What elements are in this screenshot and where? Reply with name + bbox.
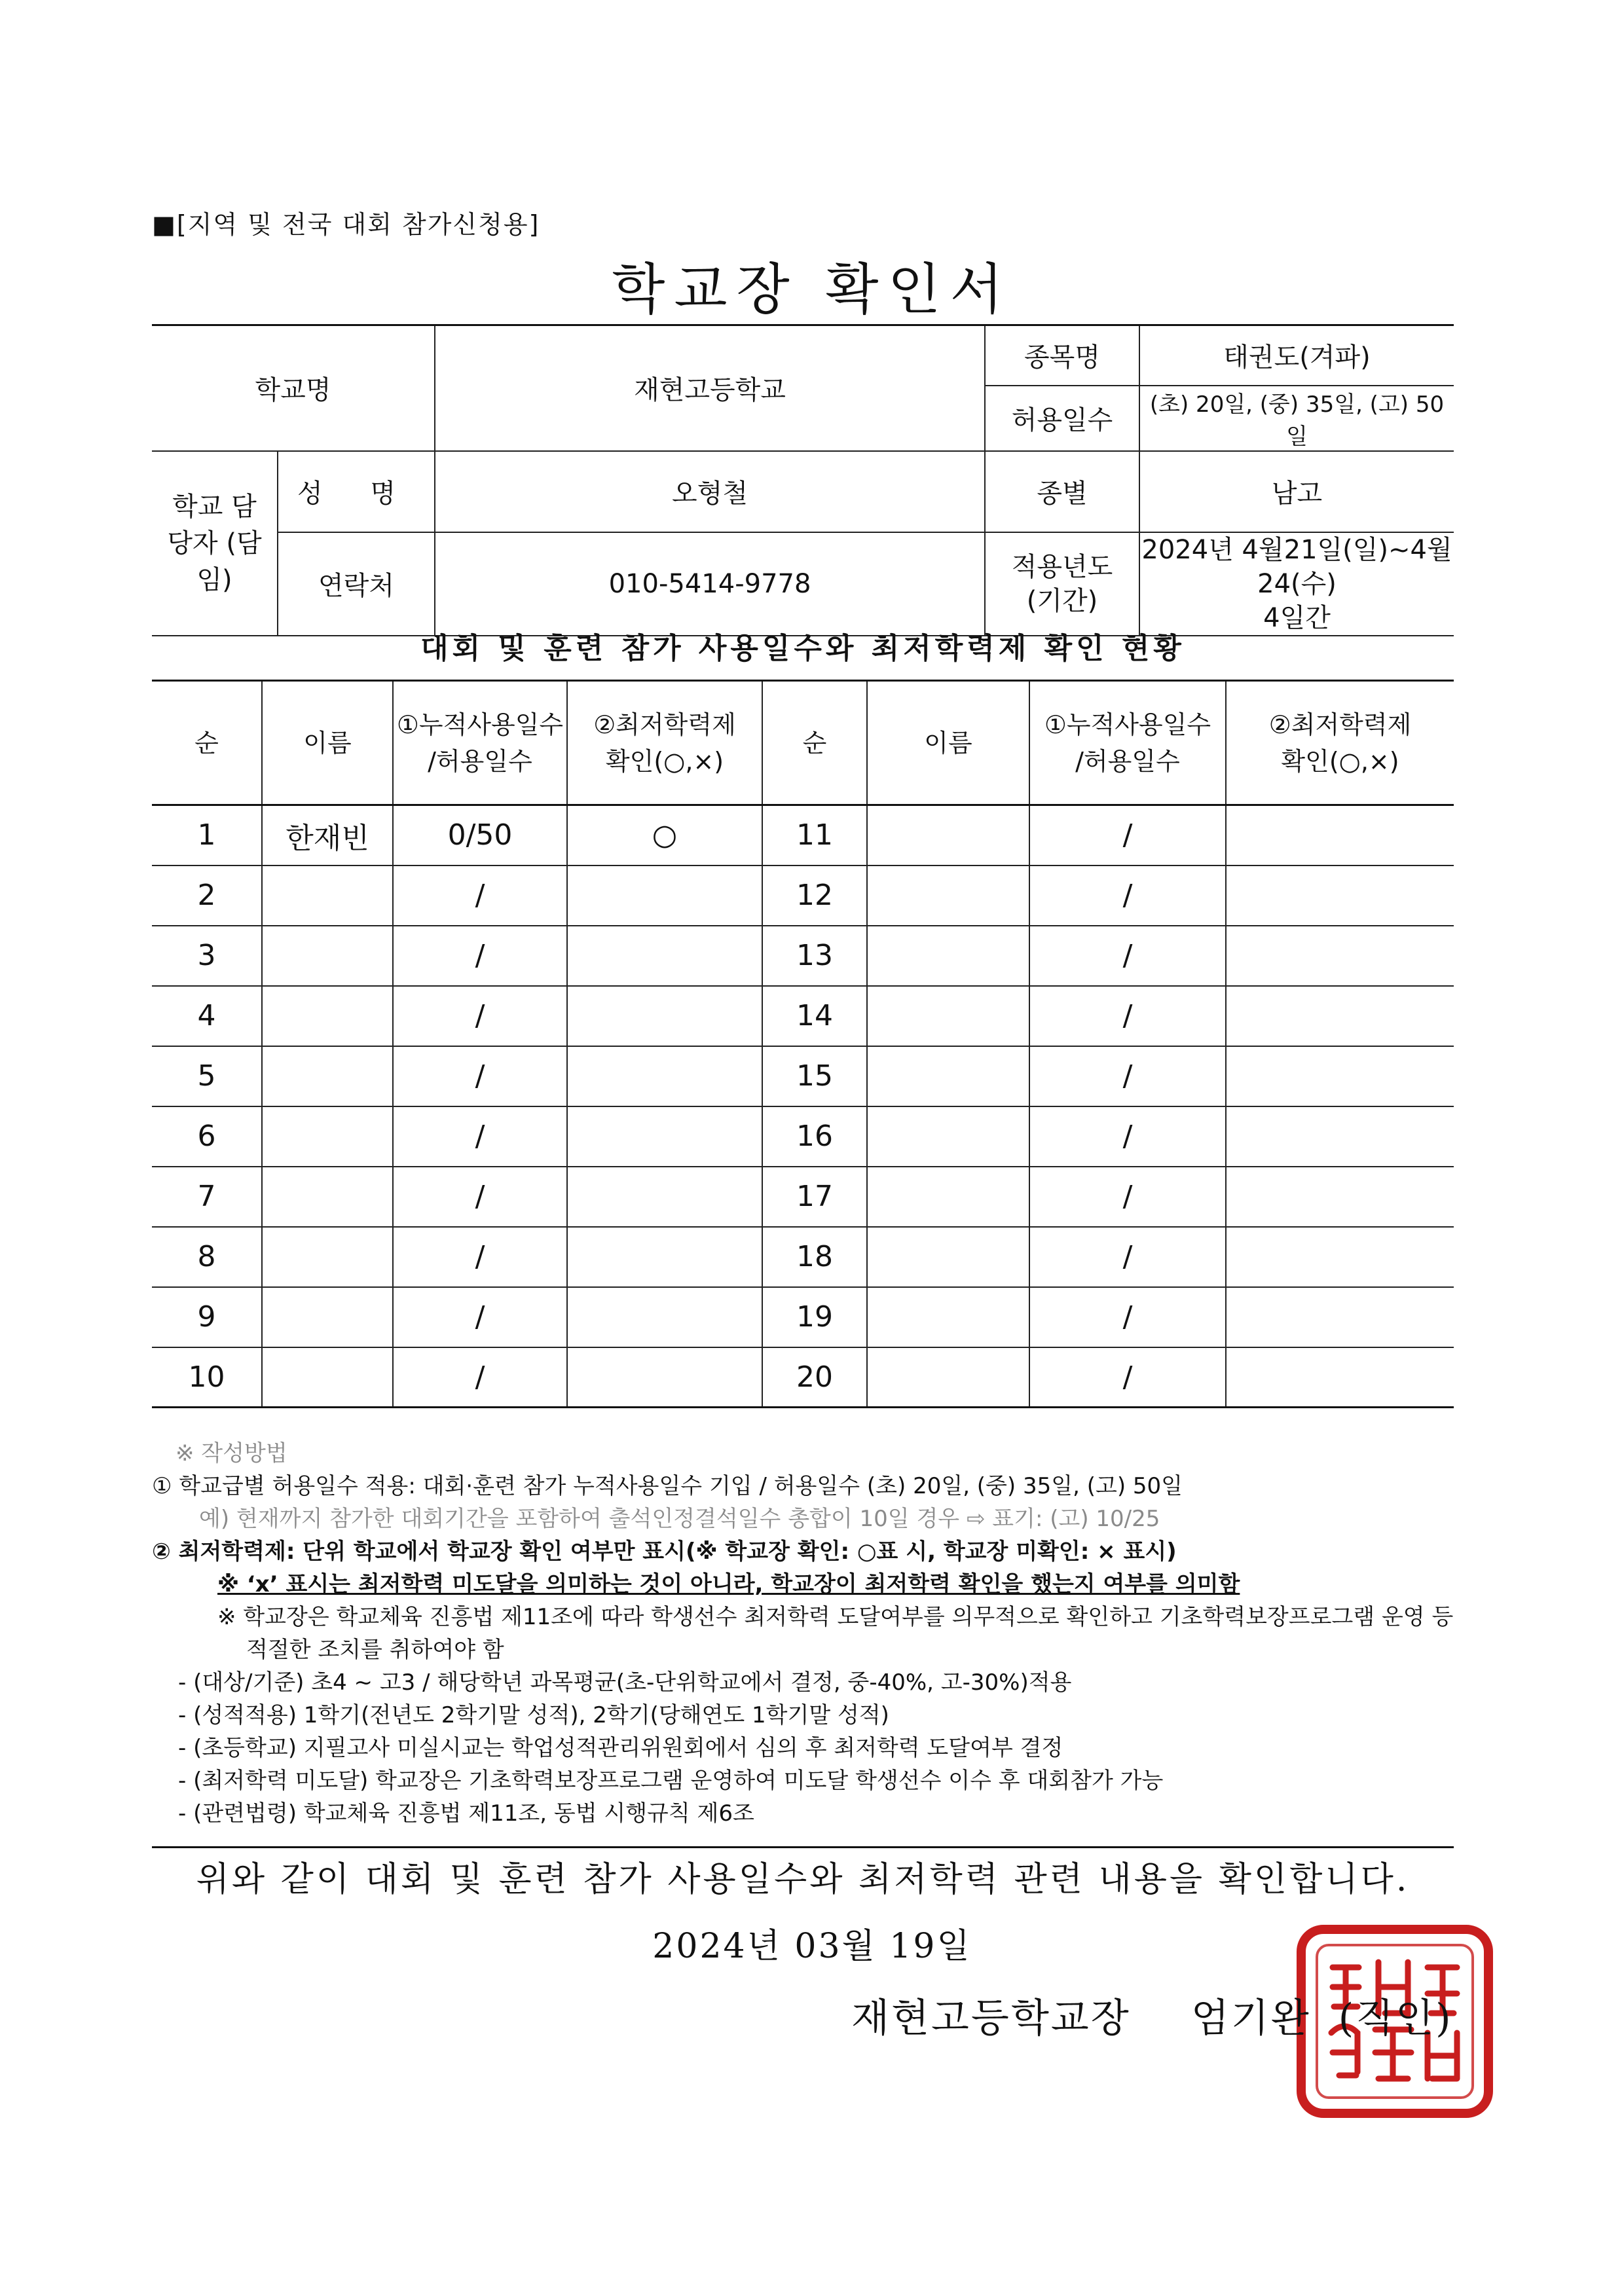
- row-check-right: [1226, 1287, 1454, 1347]
- row-name-left: [262, 866, 393, 926]
- row-no-left: 3: [152, 926, 262, 986]
- header-days: [393, 681, 567, 805]
- note-dash-4: - (최저학력 미도달) 학교장은 기초학력보장프로그램 운영하여 미도달 학생선수 이수 후 대회참가 가능: [178, 1768, 1164, 1794]
- row-name-left: [262, 986, 393, 1046]
- row-check-left: [567, 926, 762, 986]
- row-check-left: ○: [567, 805, 762, 866]
- teacher-label: 학교 담당자 (담임): [152, 451, 278, 636]
- table-row: [152, 1347, 1454, 1408]
- sport-value: 태권도(겨파): [1139, 325, 1454, 386]
- row-no-left: 1: [152, 805, 262, 866]
- row-days-left: /: [393, 1287, 567, 1347]
- table-row: [152, 1046, 1454, 1106]
- row-days-left: /: [393, 1167, 567, 1227]
- header-days-line2: /허용일수: [428, 746, 532, 776]
- note-item-2-remark-2: ※ 학교장은 학교체육 진흥법 제11조에 따라 학생선수 최저학력 도달여부를 의무적으로 확인하고 기초학력보장프로그램 운영 등 적절한 조치를 취하여야 함: [217, 1604, 1454, 1663]
- header-days-right: [1029, 681, 1226, 805]
- row-check-right: [1226, 1347, 1454, 1408]
- row-check-right: [1226, 1046, 1454, 1106]
- header-check-line2: 확인(○,×): [605, 746, 724, 776]
- instructions: [152, 1437, 1475, 1830]
- note-dash-1: - (대상/기준) 초4 ~ 고3 / 해당학년 과목평균(초-단위학교에서 결정, 중-40%, 고-30%)적용: [178, 1669, 1072, 1696]
- row-check-right: [1226, 1227, 1454, 1287]
- header-name-right: 이름: [867, 681, 1029, 805]
- row-check-left: [567, 1287, 762, 1347]
- row-no-left: 6: [152, 1106, 262, 1167]
- row-name-right: [867, 986, 1029, 1046]
- row-no-right: 12: [762, 866, 867, 926]
- row-name-right: [867, 866, 1029, 926]
- row-name-left: 한재빈: [262, 805, 393, 866]
- row-check-left: [567, 1046, 762, 1106]
- row-days-left: /: [393, 926, 567, 986]
- divider: [152, 1846, 1454, 1848]
- row-name-right: [867, 926, 1029, 986]
- row-days-left: /: [393, 1227, 567, 1287]
- table-row: [152, 805, 1454, 866]
- roster-section-title: 대회 및 훈련 참가 사용일수와 최저학력제 확인 현황: [420, 632, 1185, 665]
- header-days-right-line2: /허용일수: [1075, 746, 1180, 776]
- row-check-right: [1226, 805, 1454, 866]
- header-check-right-line2: 확인(○,×): [1281, 746, 1399, 776]
- header-check-line1: ②최저학력제: [593, 710, 736, 739]
- row-no-right: 14: [762, 986, 867, 1046]
- table-row: [152, 986, 1454, 1046]
- row-days-right: /: [1029, 926, 1226, 986]
- header-name: 이름: [262, 681, 393, 805]
- period-label: 적용년도 (기간): [985, 532, 1139, 636]
- header-no-right: 순: [762, 681, 867, 805]
- row-no-left: 5: [152, 1046, 262, 1106]
- row-days-right: /: [1029, 1167, 1226, 1227]
- note-dash-5: - (관련법령) 학교체육 진흥법 제11조, 동법 시행규칙 제6조: [178, 1800, 754, 1827]
- row-days-right: /: [1029, 1287, 1226, 1347]
- row-name-left: [262, 1167, 393, 1227]
- row-no-left: 7: [152, 1167, 262, 1227]
- row-days-left: /: [393, 986, 567, 1046]
- row-name-left: [262, 1046, 393, 1106]
- row-no-left: 8: [152, 1227, 262, 1287]
- row-days-left: /: [393, 1046, 567, 1106]
- row-no-left: 4: [152, 986, 262, 1046]
- roster-table: [152, 680, 1454, 1408]
- school-name-label: 학교명: [152, 325, 435, 451]
- row-no-left: 10: [152, 1347, 262, 1408]
- signature-line: [851, 1987, 1453, 2043]
- allowed-days-label: 허용일수: [985, 386, 1139, 451]
- table-row: [152, 1227, 1454, 1287]
- period-range: 2024년 4월21일(일)~4월24(수): [1141, 534, 1452, 599]
- row-no-right: 18: [762, 1227, 867, 1287]
- notes-heading: ※ 작성방법: [175, 1440, 287, 1467]
- note-dash-3: - (초등학교) 지필고사 미실시교는 학업성적관리위원회에서 심의 후 최저학력 도달여부 결정: [178, 1735, 1063, 1761]
- row-days-left: /: [393, 866, 567, 926]
- header-no: 순: [152, 681, 262, 805]
- row-name-left: [262, 1347, 393, 1408]
- row-days-right: /: [1029, 1347, 1226, 1408]
- seal-label: (직인): [1338, 1995, 1453, 2041]
- sport-label: 종목명: [985, 325, 1139, 386]
- row-days-right: /: [1029, 1106, 1226, 1167]
- note-item-1: ① 학교급별 허용일수 적용: 대회·훈련 참가 누적사용일수 기입 / 허용일수 (초) 20일, (중) 35일, (고) 50일: [152, 1473, 1183, 1499]
- row-days-right: /: [1029, 805, 1226, 866]
- row-name-right: [867, 1167, 1029, 1227]
- table-row: [152, 866, 1454, 926]
- note-item-1-example: 예) 현재까지 참가한 대회기간을 포함하여 출석인정결석일수 총합이 10일 경우 ⇨ 표기: (고) 10/25: [199, 1506, 1160, 1532]
- row-check-right: [1226, 986, 1454, 1046]
- row-check-left: [567, 1106, 762, 1167]
- row-name-right: [867, 1106, 1029, 1167]
- row-no-right: 13: [762, 926, 867, 986]
- row-check-left: [567, 1227, 762, 1287]
- table-row: [152, 1167, 1454, 1227]
- header-check: [567, 681, 762, 805]
- row-check-right: [1226, 1167, 1454, 1227]
- row-name-right: [867, 805, 1029, 866]
- issue-date: 2024년 03월 19일: [652, 1927, 972, 1966]
- row-no-right: 15: [762, 1046, 867, 1106]
- row-no-right: 19: [762, 1287, 867, 1347]
- name-label: 성 명: [278, 451, 435, 532]
- row-check-left: [567, 1347, 762, 1408]
- row-days-left: /: [393, 1106, 567, 1167]
- note-item-2-remark-1: ※ ‘x’ 표시는 최저학력 미도달을 의미하는 것이 아니라, 학교장이 최저학력 확인을 했는지 여부를 의미함: [217, 1571, 1240, 1597]
- row-check-right: [1226, 866, 1454, 926]
- gender-label: 종별: [985, 451, 1139, 532]
- row-check-right: [1226, 1106, 1454, 1167]
- row-check-left: [567, 986, 762, 1046]
- row-no-left: 9: [152, 1287, 262, 1347]
- row-name-left: [262, 1287, 393, 1347]
- signer-title: 재현고등학교장: [851, 1995, 1131, 2041]
- note-dash-2: - (성적적용) 1학기(전년도 2학기말 성적), 2학기(당해연도 1학기말 성적): [178, 1702, 889, 1728]
- row-days-left: 0/50: [393, 805, 567, 866]
- row-no-right: 17: [762, 1167, 867, 1227]
- header-check-right: [1226, 681, 1454, 805]
- row-check-right: [1226, 926, 1454, 986]
- table-row: [152, 1287, 1454, 1347]
- signer-name: 엄기완: [1190, 1995, 1311, 2041]
- info-table: [152, 324, 1454, 636]
- row-days-right: /: [1029, 1046, 1226, 1106]
- row-days-left: /: [393, 1347, 567, 1408]
- row-name-right: [867, 1287, 1029, 1347]
- row-days-right: /: [1029, 986, 1226, 1046]
- row-days-right: /: [1029, 1227, 1226, 1287]
- header-days-right-line1: ①누적사용일수: [1044, 710, 1211, 739]
- document-title: 학교장 확인서: [612, 257, 1012, 321]
- row-name-right: [867, 1227, 1029, 1287]
- row-check-left: [567, 1167, 762, 1227]
- row-name-right: [867, 1046, 1029, 1106]
- contact-value: 010-5414-9778: [435, 532, 985, 636]
- row-no-right: 20: [762, 1347, 867, 1408]
- row-no-right: 11: [762, 805, 867, 866]
- school-name-value: 재현고등학교: [435, 325, 985, 451]
- period-days: 4일간: [1263, 602, 1331, 633]
- row-no-left: 2: [152, 866, 262, 926]
- row-no-right: 16: [762, 1106, 867, 1167]
- gender-value: 남고: [1139, 451, 1454, 532]
- table-row: [152, 1106, 1454, 1167]
- row-check-left: [567, 866, 762, 926]
- row-name-left: [262, 1227, 393, 1287]
- name-value: 오형철: [435, 451, 985, 532]
- note-item-2: ② 최저학력제: 단위 학교에서 학교장 확인 여부만 표시(※ 학교장 확인: ○표 시, 학교장 미확인: × 표시): [152, 1539, 1177, 1565]
- row-name-right: [867, 1347, 1029, 1408]
- document-tag: ■[지역 및 전국 대회 참가신청용]: [152, 210, 540, 239]
- row-days-right: /: [1029, 866, 1226, 926]
- confirmation-statement: 위와 같이 대회 및 훈련 참가 사용일수와 최저학력 관련 내용을 확인합니다.: [196, 1860, 1410, 1899]
- header-check-right-line1: ②최저학력제: [1268, 710, 1412, 739]
- row-name-left: [262, 926, 393, 986]
- header-days-line1: ①누적사용일수: [396, 710, 564, 739]
- allowed-days-value: (초) 20일, (중) 35일, (고) 50일: [1139, 386, 1454, 451]
- period-value: [1139, 532, 1454, 636]
- row-name-left: [262, 1106, 393, 1167]
- table-row: [152, 926, 1454, 986]
- contact-label: 연락처: [278, 532, 435, 636]
